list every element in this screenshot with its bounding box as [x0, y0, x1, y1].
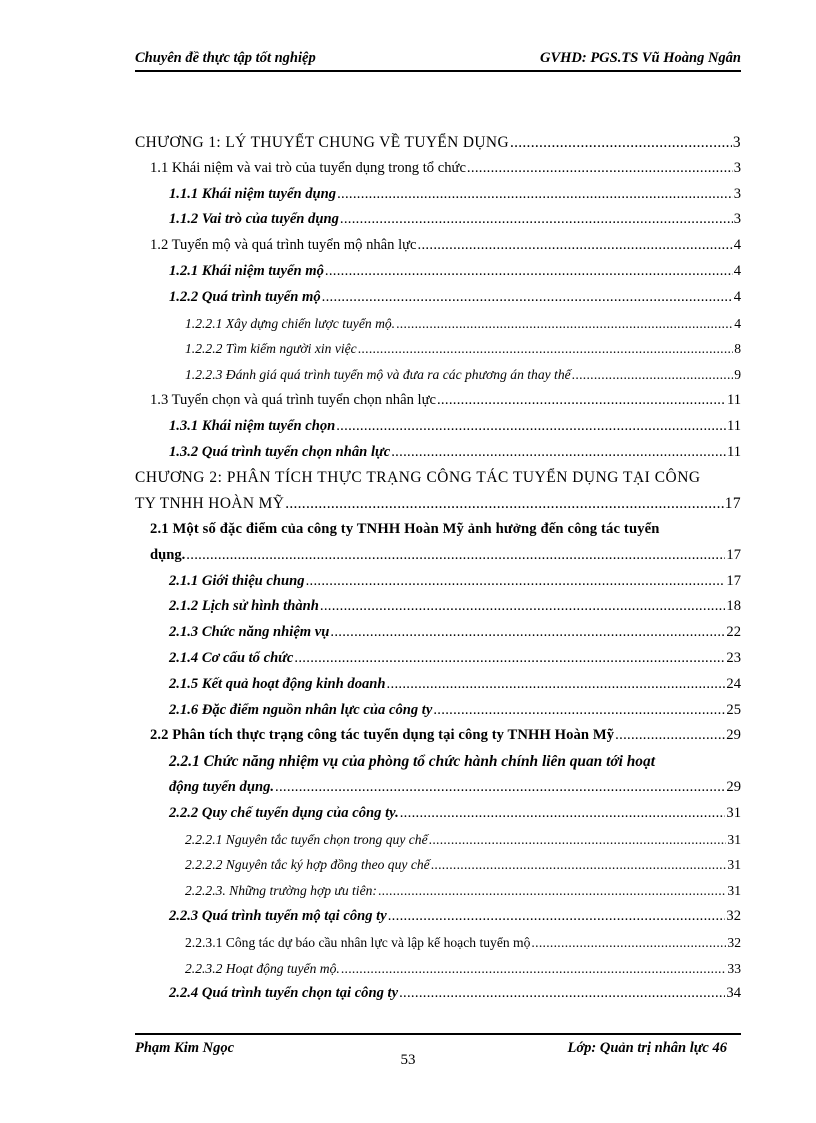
toc-entry[interactable]: 2.1.2 Lịch sử hình thành ..... 18: [135, 594, 741, 620]
toc-entry[interactable]: 2.2.4 Quá trình tuyển chọn tại công ty ..... 34: [135, 981, 741, 1007]
toc-entry[interactable]: 2.1.4 Cơ cấu tổ chức ..... 23: [135, 646, 741, 672]
toc-entry[interactable]: 1.1.1 Khái niệm tuyển dụng ..... 3: [135, 182, 741, 208]
footer-author: Phạm Kim Ngọc: [135, 1040, 235, 1056]
toc-entry[interactable]: 1.1 Khái niệm và vai trò của tuyển dụng trong tổ chức ..... 3: [135, 156, 741, 182]
toc-entry-line1: CHƯƠNG 2: PHÂN TÍCH THỰC TRẠNG CÔNG TÁC TUYỂN DỤNG TẠI CÔNG: [135, 469, 701, 487]
toc-entry[interactable]: 1.1.2 Vai trò của tuyển dụng ..... 3: [135, 207, 741, 233]
toc-entry[interactable]: 1.2.2.2 Tìm kiếm người xin việc ..... 8: [135, 336, 741, 362]
toc-entry[interactable]: 2.2.3.2 Hoạt động tuyển mộ. ..... 33: [135, 956, 741, 982]
toc-entry-line1: 2.1 Một số đặc điểm của công ty TNHH Hoàn Mỹ ảnh hưởng đến công tác tuyển: [150, 520, 660, 537]
toc-entry[interactable]: 1.3.1 Khái niệm tuyển chọn ..... 11: [135, 414, 741, 440]
toc-entry[interactable]: 2.1.6 Đặc điểm nguồn nhân lực của công ty ..... 25: [135, 698, 741, 724]
header-divider: [135, 70, 741, 72]
toc-entry[interactable]: 2.2.2.3. Những trường hợp ưu tiên: ..... 31: [135, 878, 741, 904]
toc-entry-wrapped[interactable]: [135, 465, 741, 517]
toc-entry-line2: dụng. ..... 17: [135, 543, 741, 569]
toc-entry[interactable]: 1.2.2.3 Đánh giá quá trình tuyển mộ và đưa ra các phương án thay thế ..... 9: [135, 362, 741, 388]
toc-entry[interactable]: 2.1.5 Kết quả hoạt động kinh doanh ..... 24: [135, 672, 741, 698]
header-supervisor: GVHD: PGS.TS Vũ Hoàng Ngân: [539, 50, 741, 66]
toc-entry[interactable]: 2.1.3 Chức năng nhiệm vụ ..... 22: [135, 620, 741, 646]
toc-entry[interactable]: 2.2 Phân tích thực trạng công tác tuyển dụng tại công ty TNHH Hoàn Mỹ ..... 29: [135, 723, 741, 749]
footer-divider: [135, 1033, 741, 1035]
footer-class: Lớp: Quản trị nhân lực 46: [567, 1040, 727, 1056]
header-course-title: Chuyên đề thực tập tốt nghiệp: [135, 50, 316, 66]
toc-entry-line2: động tuyển dụng. ..... 29: [135, 775, 741, 801]
toc-entry-wrapped[interactable]: [135, 517, 741, 569]
toc-entry[interactable]: 1.3 Tuyển chọn và quá trình tuyển chọn nhân lực ..... 11: [135, 388, 741, 414]
toc-entry[interactable]: 1.2.1 Khái niệm tuyển mộ ..... 4: [135, 259, 741, 285]
page-header: [135, 48, 741, 70]
page-number: 53: [400, 1052, 416, 1068]
toc-entry[interactable]: 2.2.3.1 Công tác dự báo cầu nhân lực và lập kế hoạch tuyển mộ ..... 32: [135, 930, 741, 956]
table-of-contents: [135, 130, 741, 1007]
toc-entry[interactable]: 2.1.1 Giới thiệu chung ..... 17: [135, 569, 741, 595]
toc-entry[interactable]: 1.2.2.1 Xây dựng chiến lược tuyển mộ. ..... 4: [135, 311, 741, 337]
toc-entry[interactable]: 2.2.2 Quy chế tuyển dụng của công ty. ..... 31: [135, 801, 741, 827]
toc-entry[interactable]: 1.3.2 Quá trình tuyển chọn nhân lực ..... 11: [135, 440, 741, 466]
toc-entry[interactable]: 1.2 Tuyển mộ và quá trình tuyển mộ nhân lực ..... 4: [135, 233, 741, 259]
toc-entry-wrapped[interactable]: [135, 749, 741, 801]
toc-entry[interactable]: 2.2.3 Quá trình tuyển mộ tại công ty ..... 32: [135, 904, 741, 930]
toc-entry[interactable]: 2.2.2.2 Nguyên tắc ký hợp đồng theo quy chế ..... 31: [135, 852, 741, 878]
toc-entry[interactable]: CHƯƠNG 1: LÝ THUYẾT CHUNG VỀ TUYỂN DỤNG ..... 3: [135, 130, 741, 156]
toc-entry-line1: 2.2.1 Chức năng nhiệm vụ của phòng tổ chức hành chính liên quan tới hoạt: [169, 753, 655, 771]
toc-entry[interactable]: 1.2.2 Quá trình tuyển mộ ..... 4: [135, 285, 741, 311]
toc-entry[interactable]: 2.2.2.1 Nguyên tắc tuyển chọn trong quy chế ..... 31: [135, 827, 741, 853]
toc-entry-line2: TY TNHH HOÀN MỸ ..... 17: [135, 491, 741, 517]
